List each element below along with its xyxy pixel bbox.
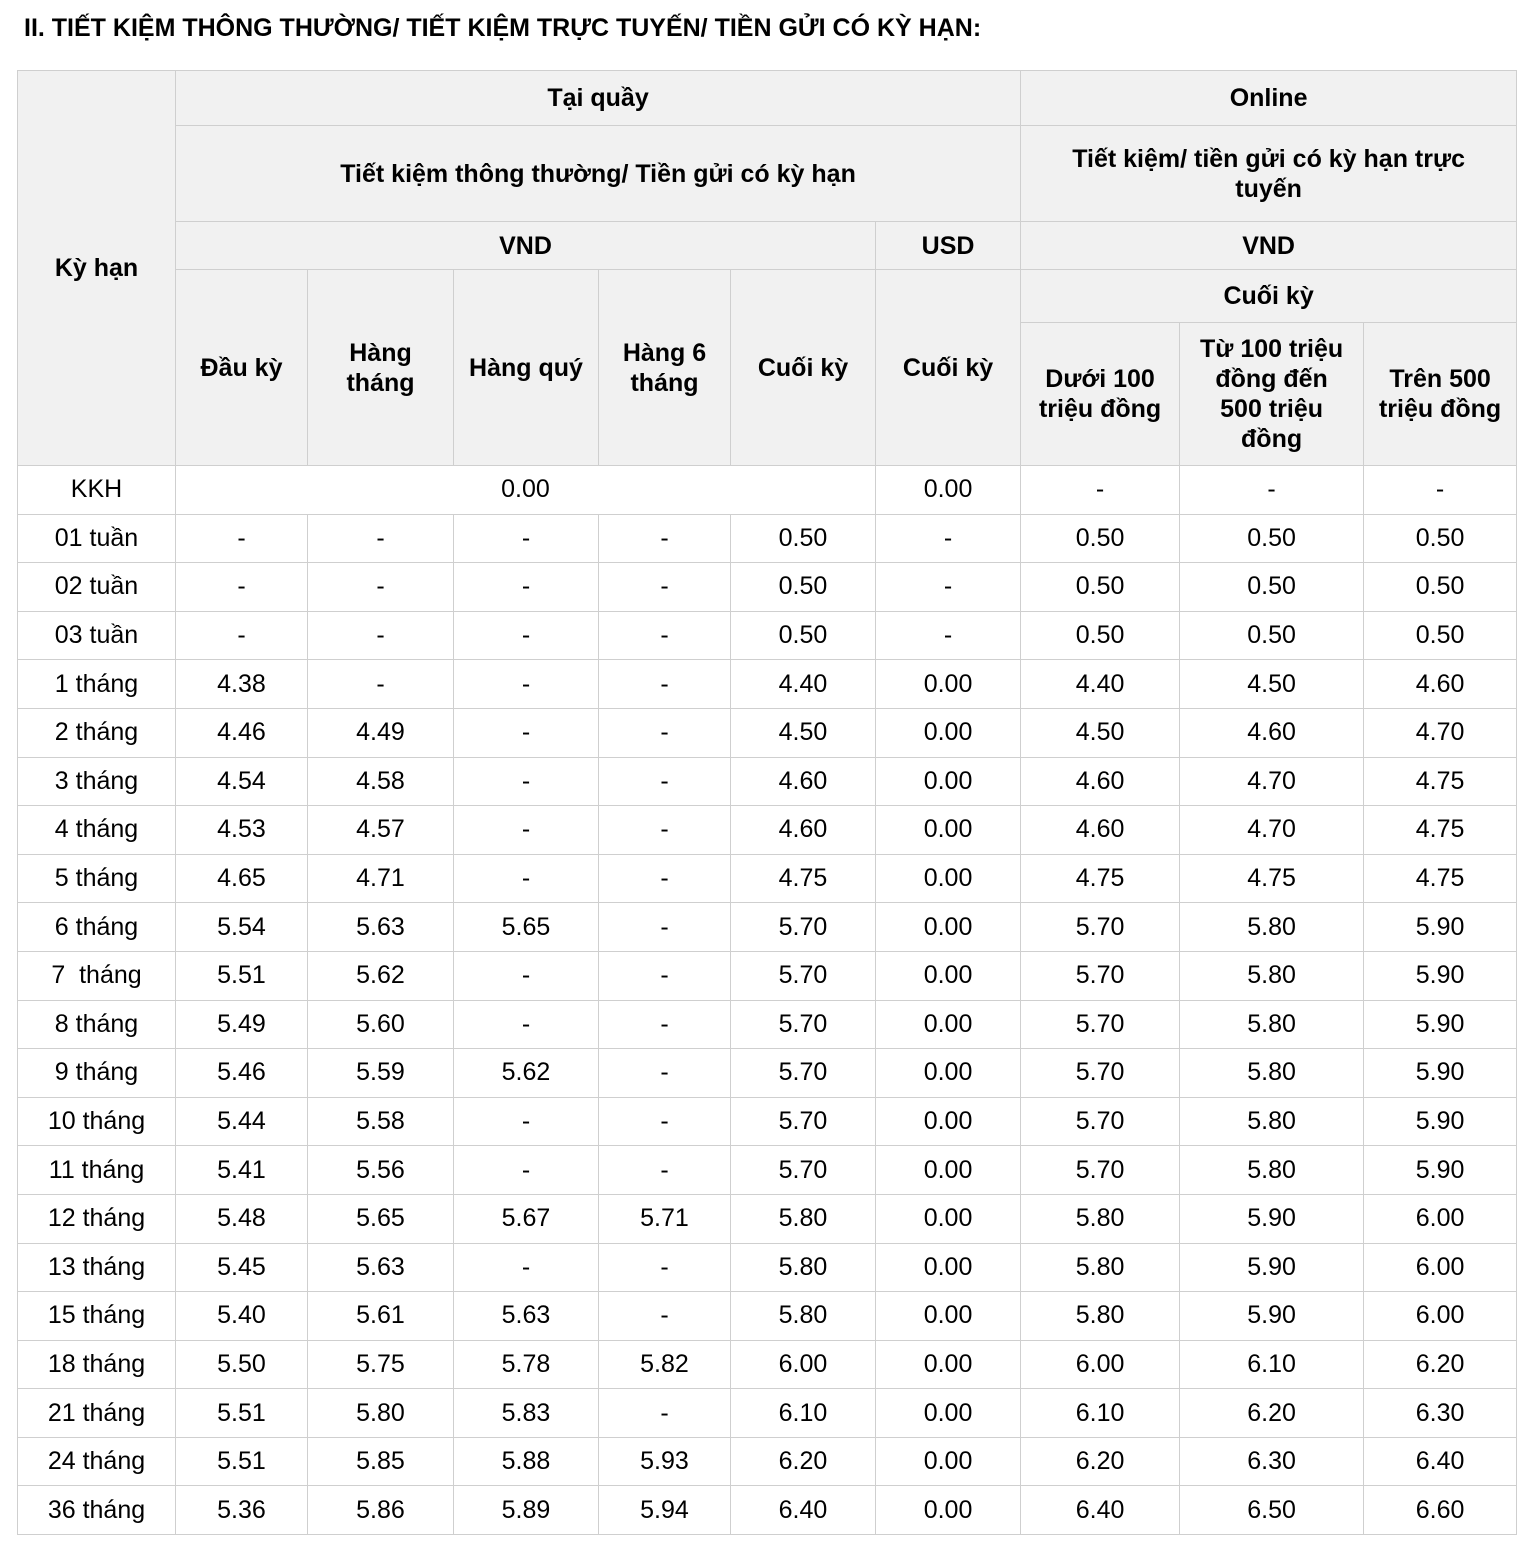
- rate-cell: -: [454, 660, 599, 709]
- term-cell: 5 tháng: [18, 854, 176, 903]
- rate-cell: -: [876, 611, 1021, 660]
- rate-cell: 5.65: [454, 903, 599, 952]
- rate-cell: -: [454, 611, 599, 660]
- rate-cell: -: [308, 611, 454, 660]
- rate-cell: -: [599, 514, 731, 563]
- rate-cell: 4.65: [176, 854, 308, 903]
- term-cell: 18 tháng: [18, 1340, 176, 1389]
- rate-cell: 5.90: [1364, 903, 1517, 952]
- rate-cell: 6.00: [731, 1340, 876, 1389]
- rate-cell: -: [454, 1000, 599, 1049]
- rate-cell: 4.60: [731, 757, 876, 806]
- rate-cell: -: [308, 660, 454, 709]
- rate-cell: -: [308, 514, 454, 563]
- rate-cell: 0.00: [876, 854, 1021, 903]
- header-online-vnd: VND: [1021, 222, 1517, 270]
- rate-cell: 5.80: [1180, 903, 1364, 952]
- rate-cell: 5.40: [176, 1292, 308, 1341]
- table-row: [18, 1194, 1517, 1243]
- header-counter-usd: USD: [876, 222, 1021, 270]
- rate-cell: 0.00: [876, 1049, 1021, 1098]
- rate-cell: 5.90: [1364, 1049, 1517, 1098]
- rate-cell: 5.80: [1021, 1243, 1180, 1292]
- rate-cell: 4.40: [731, 660, 876, 709]
- rate-cell: 5.54: [176, 903, 308, 952]
- header-hang-6-thang: Hàng 6 tháng: [599, 270, 731, 466]
- rate-cell: 5.80: [1180, 1097, 1364, 1146]
- table-row: [18, 903, 1517, 952]
- rate-cell: 5.90: [1364, 1097, 1517, 1146]
- rate-cell: -: [176, 514, 308, 563]
- rate-cell: -: [308, 563, 454, 612]
- term-cell: 1 tháng: [18, 660, 176, 709]
- rate-cell: 5.70: [1021, 951, 1180, 1000]
- rate-cell: 5.70: [1021, 1049, 1180, 1098]
- term-cell: 10 tháng: [18, 1097, 176, 1146]
- rate-cell: 0.50: [1364, 514, 1517, 563]
- rate-cell: 0.00: [876, 1292, 1021, 1341]
- rate-cell: 5.60: [308, 1000, 454, 1049]
- rate-cell: -: [454, 854, 599, 903]
- rate-cell: -: [599, 1243, 731, 1292]
- rate-cell: 5.70: [731, 951, 876, 1000]
- rate-cell: 5.70: [731, 1146, 876, 1195]
- rate-cell: 5.94: [599, 1486, 731, 1535]
- rate-cell: -: [599, 1049, 731, 1098]
- rate-cell: 4.60: [1021, 757, 1180, 806]
- table-row: [18, 1292, 1517, 1341]
- term-cell: 01 tuần: [18, 514, 176, 563]
- rate-cell: 4.70: [1180, 806, 1364, 855]
- rate-cell: 5.70: [731, 1000, 876, 1049]
- rate-cell: 5.61: [308, 1292, 454, 1341]
- term-cell: 11 tháng: [18, 1146, 176, 1195]
- rate-cell: 5.90: [1364, 1146, 1517, 1195]
- rate-cell: 5.71: [599, 1194, 731, 1243]
- rate-cell: 5.36: [176, 1486, 308, 1535]
- rate-cell: 5.75: [308, 1340, 454, 1389]
- rate-cell: 5.65: [308, 1194, 454, 1243]
- term-cell: KKH: [18, 466, 176, 515]
- rate-cell: 6.20: [1180, 1389, 1364, 1438]
- rate-cell: -: [599, 806, 731, 855]
- term-cell: 7 tháng: [18, 951, 176, 1000]
- rate-cell: 0.50: [1364, 563, 1517, 612]
- rate-cell: 0.00: [876, 1194, 1021, 1243]
- rate-cell: -: [454, 1243, 599, 1292]
- rate-cell: 4.54: [176, 757, 308, 806]
- rate-cell: -: [599, 1097, 731, 1146]
- rate-cell: -: [454, 757, 599, 806]
- rate-cell: 6.00: [1021, 1340, 1180, 1389]
- rate-cell: -: [599, 903, 731, 952]
- rate-cell: 5.70: [1021, 903, 1180, 952]
- rate-cell: 5.62: [454, 1049, 599, 1098]
- rate-cell: 5.93: [599, 1437, 731, 1486]
- table-row: [18, 951, 1517, 1000]
- rate-cell: -: [1364, 466, 1517, 515]
- rate-cell: 5.67: [454, 1194, 599, 1243]
- rate-cell: -: [599, 1389, 731, 1438]
- rate-cell: 5.88: [454, 1437, 599, 1486]
- table-row: [18, 514, 1517, 563]
- rate-cell: 6.40: [1021, 1486, 1180, 1535]
- rate-cell: -: [454, 1097, 599, 1146]
- rate-cell: 5.90: [1180, 1292, 1364, 1341]
- rate-cell: 0.00: [876, 1340, 1021, 1389]
- rate-cell: 5.80: [308, 1389, 454, 1438]
- term-cell: 8 tháng: [18, 1000, 176, 1049]
- rate-cell: 5.70: [1021, 1097, 1180, 1146]
- rate-cell: 6.50: [1180, 1486, 1364, 1535]
- page-title: II. TIẾT KIỆM THÔNG THƯỜNG/ TIẾT KIỆM TRỰC TUYẾN/ TIỀN GỬI CÓ KỲ HẠN:: [24, 14, 982, 42]
- rate-cell: -: [176, 563, 308, 612]
- rate-cell: 5.80: [1180, 951, 1364, 1000]
- rate-cell: 6.40: [731, 1486, 876, 1535]
- rate-cell: -: [176, 611, 308, 660]
- rate-cell: 6.20: [1364, 1340, 1517, 1389]
- table-row: [18, 1389, 1517, 1438]
- rate-cell: 5.90: [1364, 951, 1517, 1000]
- rate-cell: 6.40: [1364, 1437, 1517, 1486]
- rate-cell: 4.75: [1364, 806, 1517, 855]
- rate-cell: -: [599, 757, 731, 806]
- term-cell: 24 tháng: [18, 1437, 176, 1486]
- table-row: [18, 563, 1517, 612]
- term-cell: 6 tháng: [18, 903, 176, 952]
- table-row: [18, 806, 1517, 855]
- rate-cell: 5.70: [731, 903, 876, 952]
- rate-cell: 6.10: [1021, 1389, 1180, 1438]
- rate-cell: 0.00: [876, 1097, 1021, 1146]
- rate-cell: 5.80: [1180, 1146, 1364, 1195]
- header-online-product: Tiết kiệm/ tiền gửi có kỳ hạn trực tuyến: [1021, 126, 1517, 222]
- term-cell: 12 tháng: [18, 1194, 176, 1243]
- header-counter-vnd: VND: [176, 222, 876, 270]
- rate-cell: 0.00: [876, 951, 1021, 1000]
- header-dau-ky: Đầu kỳ: [176, 270, 308, 466]
- rate-cell: 5.80: [731, 1292, 876, 1341]
- rate-cell: 5.45: [176, 1243, 308, 1292]
- rate-cell: 4.60: [731, 806, 876, 855]
- rate-cell: 0.00: [876, 466, 1021, 515]
- rate-cell: -: [599, 1000, 731, 1049]
- rate-cell: 4.70: [1180, 757, 1364, 806]
- rate-cell: 4.70: [1364, 708, 1517, 757]
- rate-cell: 5.51: [176, 1389, 308, 1438]
- header-hang-thang: Hàng tháng: [308, 270, 454, 466]
- rate-cell: 0.00: [876, 1389, 1021, 1438]
- table-row: [18, 1340, 1517, 1389]
- rate-cell: 4.50: [1021, 708, 1180, 757]
- rate-cell: 0.00: [876, 903, 1021, 952]
- rate-cell: -: [599, 854, 731, 903]
- header-100-500: Từ 100 triệu đồng đến 500 triệu đồng: [1180, 323, 1364, 466]
- rate-cell: 0.00: [876, 660, 1021, 709]
- rate-cell: -: [1021, 466, 1180, 515]
- rate-cell: -: [599, 951, 731, 1000]
- header-cuoi-ky: Cuối kỳ: [731, 270, 876, 466]
- rate-cell: 6.00: [1364, 1243, 1517, 1292]
- rate-cell: 0.00: [876, 1000, 1021, 1049]
- table-row: [18, 611, 1517, 660]
- rate-cell: -: [454, 951, 599, 1000]
- rate-cell: 5.44: [176, 1097, 308, 1146]
- rate-cell: 0.50: [731, 514, 876, 563]
- rate-cell: 0.50: [1180, 514, 1364, 563]
- rate-cell: 5.89: [454, 1486, 599, 1535]
- rate-cell: 5.58: [308, 1097, 454, 1146]
- header-hang-quy: Hàng quý: [454, 270, 599, 466]
- rate-cell: 0.00: [176, 466, 876, 515]
- rate-cell: 0.50: [731, 611, 876, 660]
- term-cell: 2 tháng: [18, 708, 176, 757]
- rate-cell: 6.30: [1364, 1389, 1517, 1438]
- table-row: [18, 466, 1517, 515]
- rate-cell: 0.00: [876, 708, 1021, 757]
- header-counter: Tại quầy: [176, 71, 1021, 126]
- rate-cell: 4.57: [308, 806, 454, 855]
- rate-cell: 0.00: [876, 1146, 1021, 1195]
- rate-cell: 5.86: [308, 1486, 454, 1535]
- header-online: Online: [1021, 71, 1517, 126]
- rate-cell: -: [454, 514, 599, 563]
- rate-cell: -: [599, 1292, 731, 1341]
- table-row: [18, 854, 1517, 903]
- rate-cell: 4.75: [1021, 854, 1180, 903]
- rate-cell: -: [876, 514, 1021, 563]
- rate-cell: -: [454, 1146, 599, 1195]
- rate-cell: -: [454, 563, 599, 612]
- rate-cell: 5.56: [308, 1146, 454, 1195]
- rate-cell: 0.50: [1021, 563, 1180, 612]
- rate-cell: 5.63: [308, 903, 454, 952]
- rate-cell: 6.30: [1180, 1437, 1364, 1486]
- rate-cell: 5.62: [308, 951, 454, 1000]
- table-row: [18, 1000, 1517, 1049]
- header-counter-product: Tiết kiệm thông thường/ Tiền gửi có kỳ hạn: [176, 126, 1021, 222]
- rate-cell: 6.20: [1021, 1437, 1180, 1486]
- term-cell: 21 tháng: [18, 1389, 176, 1438]
- rate-cell: 6.20: [731, 1437, 876, 1486]
- rate-cell: 4.50: [731, 708, 876, 757]
- rate-cell: 5.51: [176, 951, 308, 1000]
- rate-cell: 0.50: [1180, 563, 1364, 612]
- table-row: [18, 660, 1517, 709]
- term-cell: 03 tuần: [18, 611, 176, 660]
- rate-cell: -: [454, 708, 599, 757]
- rate-cell: 5.90: [1180, 1194, 1364, 1243]
- term-cell: 13 tháng: [18, 1243, 176, 1292]
- rate-cell: 4.75: [1364, 757, 1517, 806]
- table-row: [18, 1437, 1517, 1486]
- rate-cell: 5.70: [1021, 1146, 1180, 1195]
- rate-cell: 4.50: [1180, 660, 1364, 709]
- rate-cell: -: [599, 660, 731, 709]
- header-tren-500: Trên 500 triệu đồng: [1364, 323, 1517, 466]
- rate-cell: -: [599, 563, 731, 612]
- rate-cell: 5.70: [731, 1049, 876, 1098]
- rate-cell: 5.80: [1180, 1049, 1364, 1098]
- header-online-end: Cuối kỳ: [1021, 270, 1517, 323]
- rate-cell: 5.70: [1021, 1000, 1180, 1049]
- table-row: [18, 708, 1517, 757]
- term-cell: 3 tháng: [18, 757, 176, 806]
- interest-rate-table: [17, 70, 1517, 1535]
- rate-cell: 5.50: [176, 1340, 308, 1389]
- rate-cell: 4.75: [731, 854, 876, 903]
- term-cell: 4 tháng: [18, 806, 176, 855]
- rate-cell: 5.80: [1021, 1292, 1180, 1341]
- rate-cell: 5.41: [176, 1146, 308, 1195]
- rate-cell: 0.50: [1364, 611, 1517, 660]
- header-term: Kỳ hạn: [18, 71, 176, 466]
- rate-cell: 0.00: [876, 1243, 1021, 1292]
- rate-cell: 5.49: [176, 1000, 308, 1049]
- term-cell: 9 tháng: [18, 1049, 176, 1098]
- rate-cell: 4.49: [308, 708, 454, 757]
- term-cell: 15 tháng: [18, 1292, 176, 1341]
- rate-cell: 5.90: [1180, 1243, 1364, 1292]
- rate-cell: 4.75: [1364, 854, 1517, 903]
- header-duoi-100: Dưới 100 triệu đồng: [1021, 323, 1180, 466]
- rate-cell: 4.60: [1180, 708, 1364, 757]
- table-row: [18, 1049, 1517, 1098]
- rate-cell: -: [599, 611, 731, 660]
- rate-cell: 4.60: [1021, 806, 1180, 855]
- rate-cell: 5.59: [308, 1049, 454, 1098]
- rate-cell: 4.38: [176, 660, 308, 709]
- table-row: [18, 1097, 1517, 1146]
- rate-cell: 5.70: [731, 1097, 876, 1146]
- rate-cell: -: [876, 563, 1021, 612]
- rate-cell: 6.10: [1180, 1340, 1364, 1389]
- rate-cell: 0.00: [876, 806, 1021, 855]
- table-row: [18, 757, 1517, 806]
- rate-cell: -: [599, 1146, 731, 1195]
- rate-cell: 0.00: [876, 1437, 1021, 1486]
- rate-cell: 5.80: [731, 1194, 876, 1243]
- rate-cell: 4.40: [1021, 660, 1180, 709]
- table-row: [18, 1243, 1517, 1292]
- rate-cell: -: [454, 806, 599, 855]
- rate-cell: 4.60: [1364, 660, 1517, 709]
- term-cell: 02 tuần: [18, 563, 176, 612]
- rate-cell: 5.80: [1021, 1194, 1180, 1243]
- table-row: [18, 1486, 1517, 1535]
- rate-cell: 5.82: [599, 1340, 731, 1389]
- rate-cell: -: [599, 708, 731, 757]
- rate-cell: 5.46: [176, 1049, 308, 1098]
- header-usd-cuoi-ky: Cuối kỳ: [876, 270, 1021, 466]
- rate-cell: 5.80: [1180, 1000, 1364, 1049]
- rate-cell: 5.63: [454, 1292, 599, 1341]
- rate-cell: 5.80: [731, 1243, 876, 1292]
- rate-cell: 4.71: [308, 854, 454, 903]
- rate-cell: 0.00: [876, 1486, 1021, 1535]
- rate-cell: 0.50: [1180, 611, 1364, 660]
- rate-cell: 0.00: [876, 757, 1021, 806]
- rate-cell: 5.51: [176, 1437, 308, 1486]
- rate-cell: 6.60: [1364, 1486, 1517, 1535]
- rate-cell: -: [1180, 466, 1364, 515]
- rate-cell: 0.50: [731, 563, 876, 612]
- rate-cell: 5.48: [176, 1194, 308, 1243]
- rate-cell: 5.90: [1364, 1000, 1517, 1049]
- rate-cell: 6.00: [1364, 1292, 1517, 1341]
- rate-cell: 4.75: [1180, 854, 1364, 903]
- rate-cell: 0.50: [1021, 514, 1180, 563]
- term-cell: 36 tháng: [18, 1486, 176, 1535]
- rate-cell: 0.50: [1021, 611, 1180, 660]
- table-row: [18, 1146, 1517, 1195]
- rate-cell: 4.46: [176, 708, 308, 757]
- rate-cell: 5.78: [454, 1340, 599, 1389]
- rate-cell: 5.63: [308, 1243, 454, 1292]
- rate-cell: 4.53: [176, 806, 308, 855]
- rate-cell: 5.83: [454, 1389, 599, 1438]
- rate-cell: 6.10: [731, 1389, 876, 1438]
- rate-cell: 6.00: [1364, 1194, 1517, 1243]
- rate-cell: 4.58: [308, 757, 454, 806]
- rate-cell: 5.85: [308, 1437, 454, 1486]
